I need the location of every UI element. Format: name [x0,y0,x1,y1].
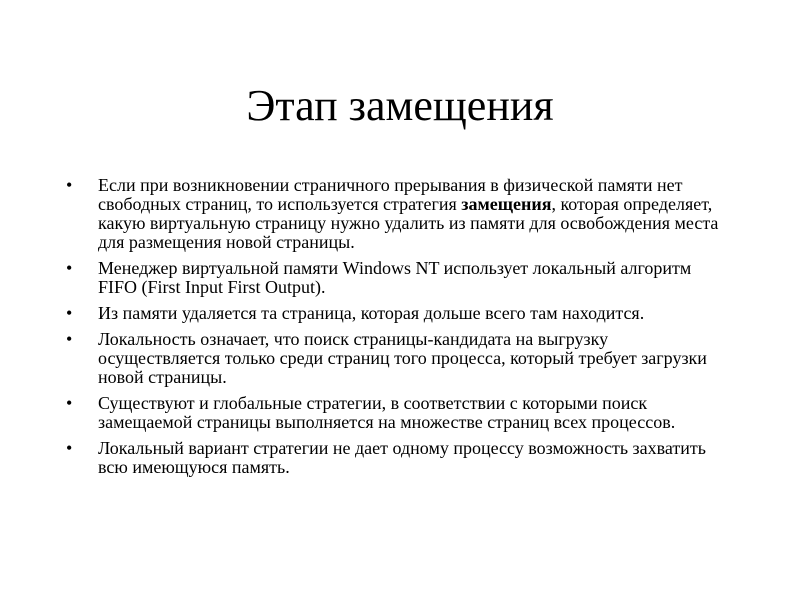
bullet-text-part: Если при возникновении страничного прерывания в физической памяти нет свободных страниц, то используется стратегия [98,175,683,214]
bullet-icon: • [66,438,73,458]
bullet-item [62,304,722,323]
bullet-icon: • [66,258,73,278]
bullet-text [98,175,718,252]
bullet-text-part: , которая определяет, какую виртуальную страницу нужно удалить из памяти для освобождения места для размещения новой страницы. [98,194,719,252]
bullet-icon: • [66,329,73,349]
bullet-item [62,394,722,432]
bullet-text: Локальность означает, что поиск страницы-кандидата на выгрузку осуществляется только среди страниц того процесса, который требует загрузки новой страницы. [98,329,707,387]
bullet-text: Существуют и глобальные стратегии, в соответствии с которыми поиск замещаемой страницы выполняется на множестве страниц всех процессов. [98,393,676,432]
bullet-text: Из памяти удаляется та страница, которая дольше всего там находится. [98,303,645,323]
bullet-text-emphasis: замещения [461,194,552,214]
bullet-list [62,176,722,484]
bullet-icon: • [66,175,73,195]
bullet-text: Локальный вариант стратегии не дает одному процессу возможность захватить всю имеющуюся память. [98,438,707,477]
bullet-item [62,330,722,387]
slide-title: Этап замещения [246,81,554,130]
bullet-icon: • [66,393,73,413]
bullet-text: Менеджер виртуальной памяти Windows NT использует локальный алгоритм FIFO (First Input First Output). [98,258,692,297]
bullet-item [62,259,722,297]
bullet-item [62,439,722,477]
bullet-item [62,176,722,252]
bullet-icon: • [66,303,73,323]
